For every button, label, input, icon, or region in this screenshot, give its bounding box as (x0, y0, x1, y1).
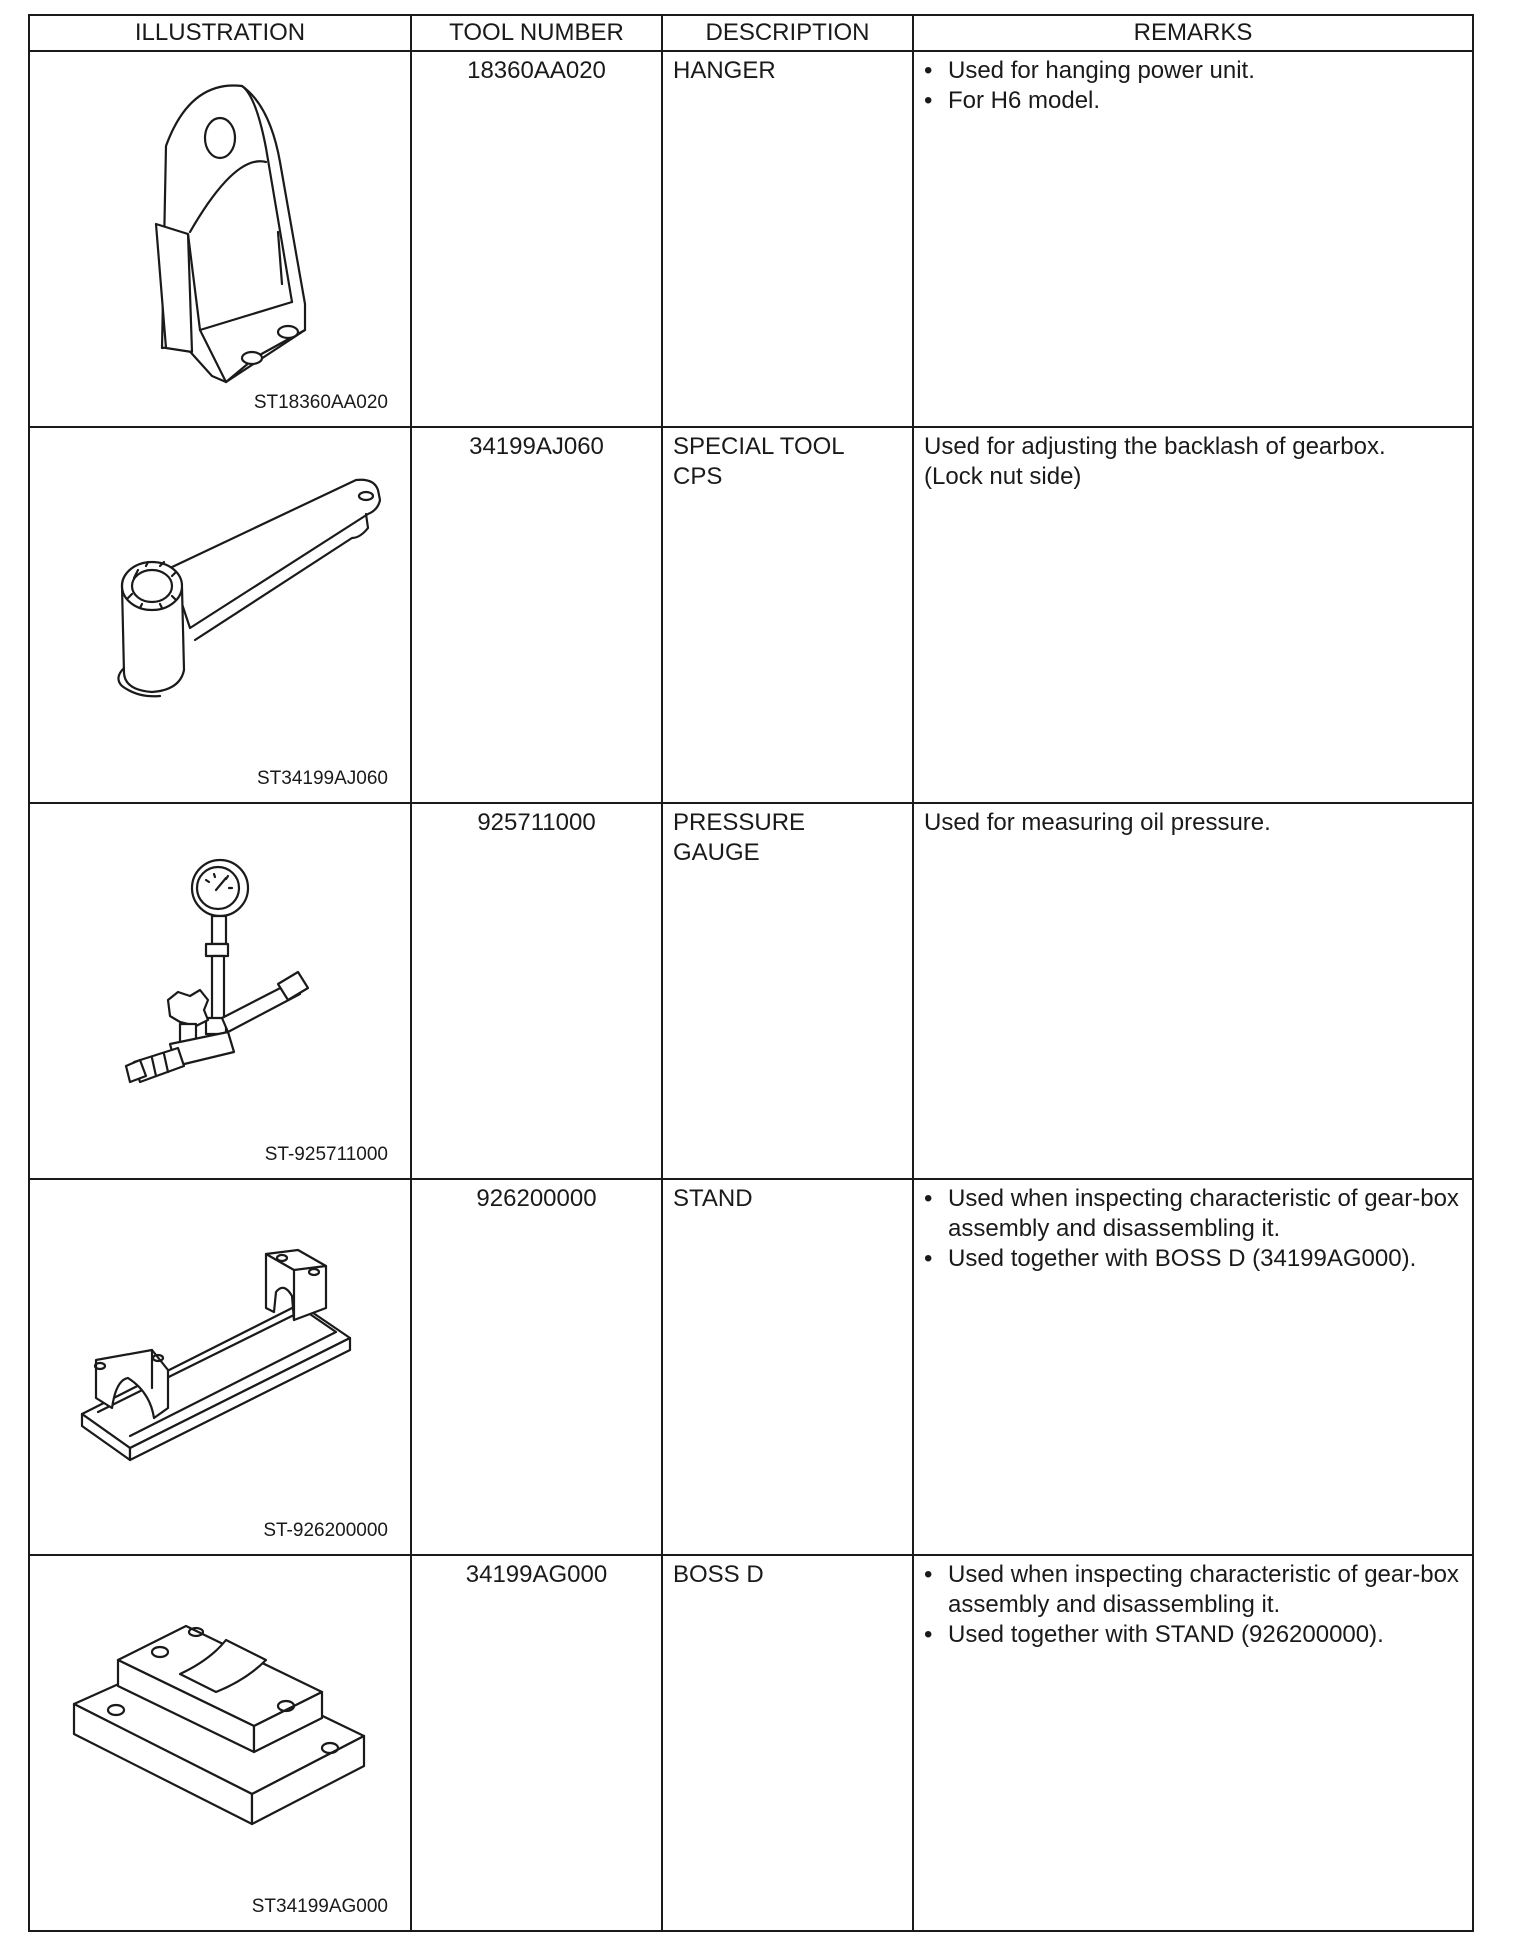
header-description: DESCRIPTION (662, 15, 913, 51)
illustration-code: ST34199AJ060 (257, 768, 388, 789)
table-row (29, 51, 1473, 427)
description-line: SPECIAL TOOL (673, 433, 845, 460)
remark-bullet: • Used together with STAND (926200000). (924, 1620, 1462, 1650)
tool-number-cell: 34199AG000 (411, 1555, 662, 1931)
illustration-code: ST-926200000 (263, 1520, 388, 1541)
illustration-cell (29, 1179, 411, 1555)
tool-number-cell: 926200000 (411, 1179, 662, 1555)
illustration-cell (29, 1555, 411, 1931)
header-remarks: REMARKS (913, 15, 1473, 51)
remark-line: (Lock nut side) (924, 463, 1082, 490)
description-line: CPS (673, 463, 723, 490)
remark-line: Used for measuring oil pressure. (924, 809, 1271, 836)
hanger-bracket-icon (30, 52, 412, 426)
description-cell (662, 427, 913, 803)
pressure-gauge-icon (30, 804, 412, 1178)
table-row (29, 803, 1473, 1179)
illustration-cell (29, 427, 411, 803)
header-row (29, 15, 1473, 51)
remarks-cell (913, 51, 1473, 427)
table-row (29, 427, 1473, 803)
header-tool-number: TOOL NUMBER (411, 15, 662, 51)
illustration-code: ST34199AG000 (251, 1896, 388, 1917)
description-line: PRESSURE (673, 809, 806, 836)
wrench-icon (30, 428, 412, 802)
table-row (29, 1555, 1473, 1931)
illustration-code: ST-925711000 (264, 1144, 388, 1165)
illustration-code: ST18360AA020 (253, 392, 388, 413)
table-row (29, 1179, 1473, 1555)
description-line: GAUGE (673, 839, 760, 866)
remarks-cell (913, 803, 1473, 1179)
boss-block-icon (30, 1556, 412, 1930)
remark-bullet: • For H6 model. (924, 86, 1462, 116)
remark-line: Used for adjusting the backlash of gearbox. (924, 433, 1386, 460)
remarks-cell (913, 1179, 1473, 1555)
header-illustration: ILLUSTRATION (29, 15, 411, 51)
description-cell (662, 1179, 913, 1555)
description-line: STAND (673, 1185, 753, 1212)
description-cell (662, 803, 913, 1179)
tool-number-cell: 34199AJ060 (411, 427, 662, 803)
remarks-cell (913, 1555, 1473, 1931)
remark-bullet: • Used when inspecting characteristic of gear-box assembly and disassembling it. (924, 1184, 1462, 1244)
description-line: BOSS D (673, 1561, 764, 1588)
remark-bullet: • Used when inspecting characteristic of gear-box assembly and disassembling it. (924, 1560, 1462, 1620)
remarks-cell (913, 427, 1473, 803)
illustration-cell (29, 51, 411, 427)
stand-icon (30, 1180, 412, 1554)
description-line: HANGER (673, 57, 776, 84)
description-cell (662, 1555, 913, 1931)
tool-number-cell: 18360AA020 (411, 51, 662, 427)
remark-bullet: • Used together with BOSS D (34199AG000). (924, 1244, 1462, 1274)
illustration-cell (29, 803, 411, 1179)
description-cell (662, 51, 913, 427)
tool-number-cell: 925711000 (411, 803, 662, 1179)
remark-bullet: • Used for hanging power unit. (924, 56, 1462, 86)
special-tools-table (28, 14, 1474, 1932)
